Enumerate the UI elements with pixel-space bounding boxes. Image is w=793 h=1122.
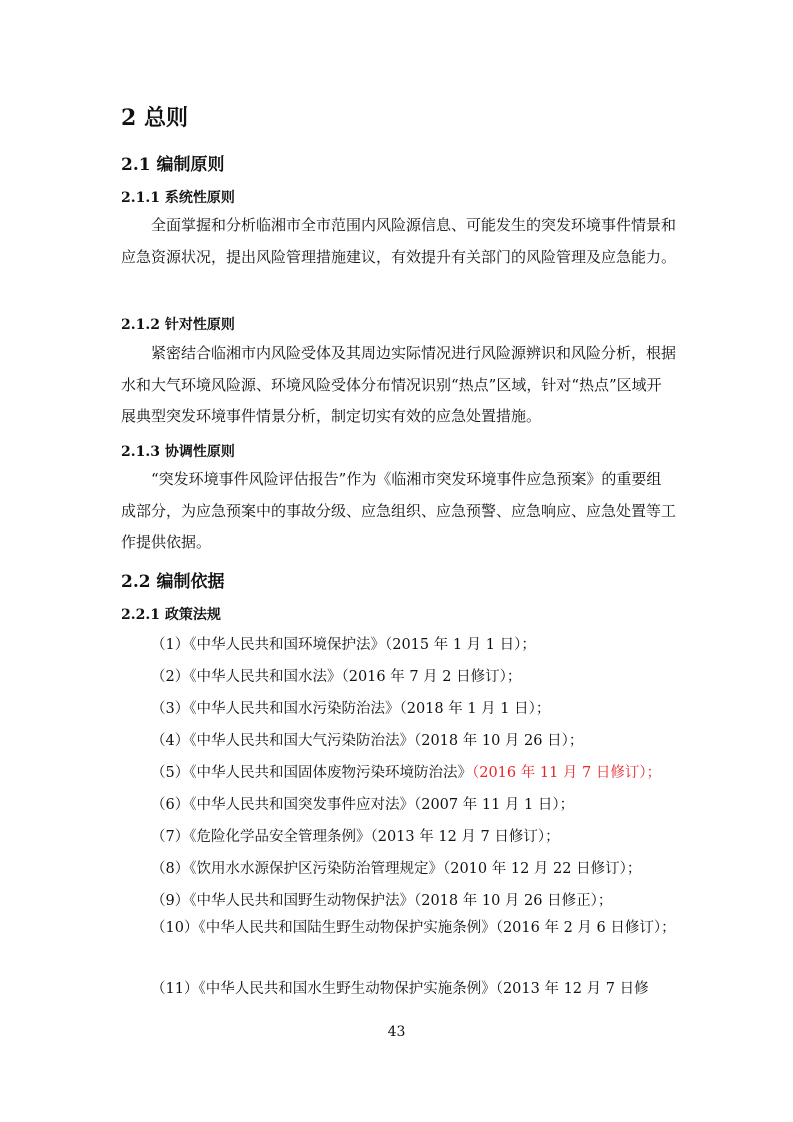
list-item: [151, 761, 661, 782]
paragraph-2-1-1: 全面掌握和分析临湘市全市范围内风险源信息、可能发生的突发环境事件情景和应急资源状况，提出风险管理措施建议，有效提升有关部门的风险管理及应急能力。: [121, 216, 677, 266]
revision-date-highlight: （2016 年 11 月 7 日修订）；: [471, 765, 662, 781]
subsection-title-2-1-3: 2.1.3 协调性原则: [121, 444, 235, 460]
list-item: （11）《中华人民共和国水生野生动物保护实施条例》（2013 年 12 月 7 日修: [151, 981, 649, 997]
list-item: （1）《中华人民共和国环境保护法》（2015 年 1 月 1 日）；: [151, 637, 536, 653]
list-item: （3）《中华人民共和国水污染防治法》（2018 年 1 月 1 日）；: [151, 701, 551, 717]
section-title-2-1: 2.1 编制原则: [121, 155, 225, 175]
list-item: （7）《危险化学品安全管理条例》（2013 年 12 月 7 日修订）；: [151, 829, 560, 845]
list-item: （2）《中华人民共和国水法》（2016 年 7 月 2 日修订）；: [151, 669, 522, 685]
list-item: （6）《中华人民共和国突发事件应对法》（2007 年 11 月 1 日）；: [151, 797, 575, 813]
subsection-title-2-1-1: 2.1.1 系统性原则: [121, 190, 235, 206]
list-item: （9）《中华人民共和国野生动物保护法》（2018 年 10 月 26 日修正）；: [151, 893, 613, 909]
list-item-text: （5）《中华人民共和国固体废物污染环境防治法》: [151, 765, 472, 781]
list-item: （4）《中华人民共和国大气污染防治法》（2018 年 10 月 26 日）；: [151, 733, 584, 749]
subsection-title-2-2-1: 2.2.1 政策法规: [121, 607, 221, 623]
subsection-title-2-1-2: 2.1.2 针对性原则: [121, 317, 235, 333]
section-title-2-2: 2.2 编制依据: [121, 572, 225, 592]
list-item: （10）《中华人民共和国陆生野生动物保护实施条例》（2016 年 2 月 6 日修订）；: [151, 920, 676, 936]
paragraph-2-1-3: “突发环境事件风险评估报告”作为《临湘市突发环境事件应急预案》的重要组成部分，为应急预案中的事故分级、应急组织、应急预警、应急响应、应急处置等工作提供依据。: [121, 470, 677, 551]
chapter-title: 2 总则: [121, 105, 188, 131]
page-number: 43: [387, 1024, 406, 1040]
list-item: （8）《饮用水水源保护区污染防治管理规定》（2010 年 12 月 22 日修订）；: [151, 861, 642, 877]
paragraph-2-1-2: 紧密结合临湘市内风险受体及其周边实际情况进行风险源辨识和风险分析，根据水和大气环境风险源、环境风险受体分布情况识别“热点”区域，针对“热点”区域开展典型突发环境事件情景分析，制定切实有效的应急处置措施。: [121, 344, 677, 425]
